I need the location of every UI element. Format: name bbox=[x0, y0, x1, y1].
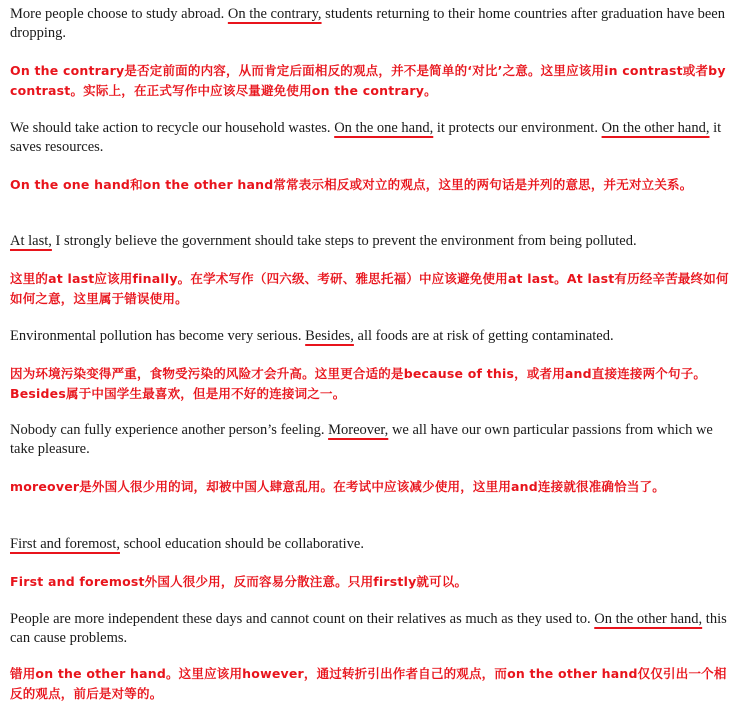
correction-note: First and foremost外国人很少用，反而容易分散注意。只用firstly就可以。 bbox=[10, 574, 468, 589]
underlined-connector: Besides, bbox=[305, 328, 354, 344]
correction-note: On the one hand和on the other hand常常表示相反或对立的观点，这里的两句话是并列的意思，并无对立关系。 bbox=[10, 177, 693, 192]
correction-note: 这里的at last应该用finally。在学术写作（四六级、考研、雅思托福）中应该避免使用at last。At last有历经辛苦最终如何如何之意，这里属于错误使用。 bbox=[10, 271, 729, 306]
sentence-text: it protects our environment. bbox=[433, 120, 602, 136]
example-sentence bbox=[10, 327, 736, 346]
example-sentence bbox=[10, 232, 736, 251]
underlined-connector: At last, bbox=[10, 233, 52, 249]
underlined-connector: On the other hand, bbox=[594, 611, 703, 627]
sentence-text: We should take action to recycle our household wastes. bbox=[10, 120, 335, 136]
correction-note: On the contrary是否定前面的内容，从而肯定后面相反的观点，并不是简单的‘对比’之意。这里应该用in contrast或者by contrast。实际上，在正式写作中应该尽量避免使用on the contrary。 bbox=[10, 63, 726, 98]
example-sentence bbox=[10, 5, 736, 43]
sentence-text: students returning to their home countries after graduation have been dropping. bbox=[10, 6, 725, 41]
underlined-connector: On the one hand, bbox=[334, 120, 434, 136]
entry-7 bbox=[10, 610, 736, 704]
example-sentence bbox=[10, 119, 736, 157]
sentence-text: we all have our own particular passions from which we take pleasure. bbox=[10, 422, 713, 457]
sentence-text: More people choose to study abroad. bbox=[10, 6, 228, 22]
sentence-text: Environmental pollution has become very serious. bbox=[10, 328, 306, 344]
underlined-connector: Moreover, bbox=[328, 422, 389, 438]
sentence-text: school education should be collaborative. bbox=[119, 536, 364, 552]
correction-note: moreover是外国人很少用的词，却被中国人肆意乱用。在考试中应该减少使用，这里用and连接就很准确恰当了。 bbox=[10, 479, 665, 494]
entry-1 bbox=[10, 5, 736, 101]
sentence-text: Nobody can fully experience another person’s feeling. bbox=[10, 422, 329, 438]
sentence-text: all foods are at risk of getting contaminated. bbox=[353, 328, 614, 344]
correction-note: 因为环境污染变得严重，食物受污染的风险才会升高。这里更合适的是because of this，或者用and直接连接两个句子。Besides属于中国学生最喜欢，但是用不好的连接词之一。 bbox=[10, 366, 707, 401]
entry-4 bbox=[10, 327, 736, 404]
correction-note: 错用on the other hand。这里应该用however，通过转折引出作者自己的观点，而on the other hand仅仅引出一个相反的观点，前后是对等的。 bbox=[10, 666, 727, 701]
entry-5 bbox=[10, 421, 736, 497]
sentence-text: this can cause problems. bbox=[10, 611, 727, 646]
entry-3 bbox=[10, 232, 736, 309]
underlined-connector: On the other hand, bbox=[601, 120, 710, 136]
example-sentence bbox=[10, 421, 736, 459]
sentence-text: I strongly believe the government should take steps to prevent the environment from being polluted. bbox=[51, 233, 637, 249]
underlined-connector: On the contrary, bbox=[227, 6, 322, 22]
entry-6 bbox=[10, 535, 736, 592]
sentence-text: People are more independent these days and cannot count on their relatives as much as they used to. bbox=[10, 611, 595, 627]
entry-2 bbox=[10, 119, 736, 195]
sentence-text: it saves resources. bbox=[10, 120, 722, 155]
example-sentence bbox=[10, 610, 736, 648]
example-sentence bbox=[10, 535, 736, 554]
underlined-connector: First and foremost, bbox=[10, 536, 120, 552]
